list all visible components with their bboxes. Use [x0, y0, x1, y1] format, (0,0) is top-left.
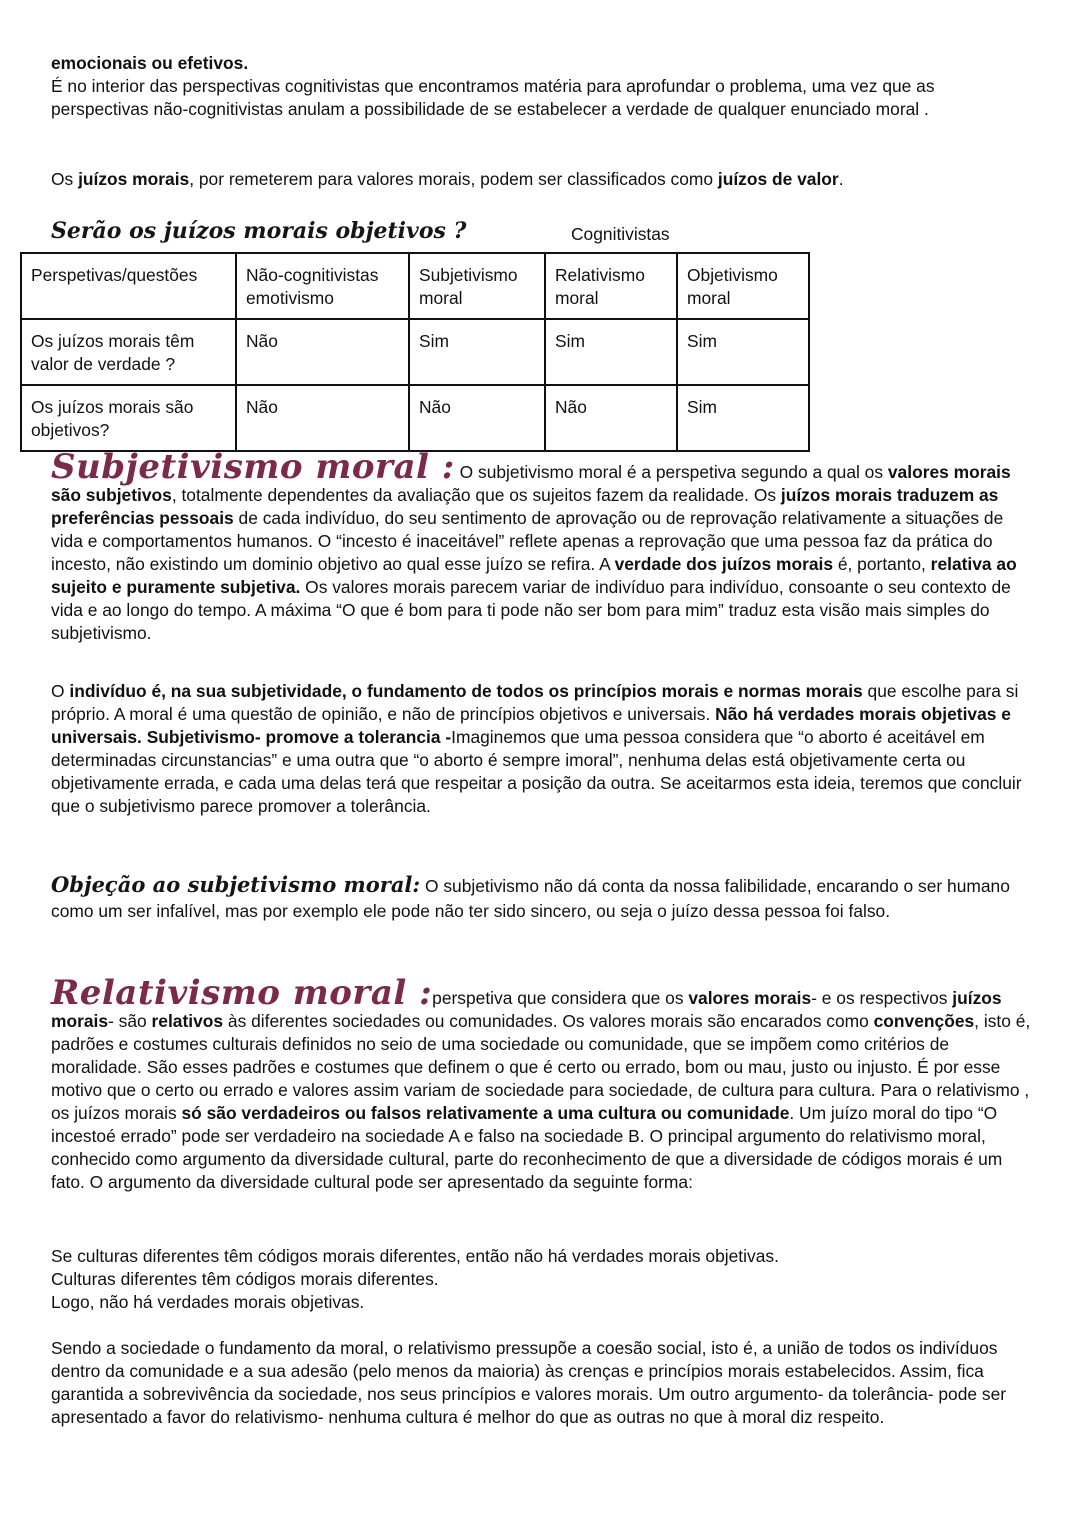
juizos-valor-paragraph: [51, 168, 1036, 191]
bold-run: só são verdadeiros ou falsos relativamente a uma cultura ou comunidade: [181, 1103, 790, 1123]
objecao-heading: Objeção ao subjetivismo moral:: [51, 872, 421, 897]
table-cell: Sim: [677, 385, 809, 451]
text-run: - e os respectivos: [811, 988, 953, 1008]
text-run: Imaginemos que uma pessoa considera que “o aborto é aceitável em determinadas circunstancias” e uma outra que “o aborto é sempre imoral”, nenhuma delas está objetivamente certa ou objetivamente errada, e cada uma delas terá que respeitar a posição da outra. Se aceitarmos esta ideia, teremos que concluir que o subjetivismo parece promover a tolerância.: [51, 727, 1022, 816]
table-header-cell: Relativismo moral: [545, 253, 677, 319]
table-header-cell: Perspetivas/questões: [21, 253, 236, 319]
relativismo-paragraph-2: Sendo a sociedade o fundamento da moral, o relativismo pressupõe a coesão social, isto é, a união de todos os indivíduos dentro da comunidade e a sua adesão (pelo menos da maioria) às crenças e princípios morais estabelecidos. Assim, fica garantida a sobrevivência da sociedade, nos seus princípios e valores morais. Um outro argumento- da tolerância- pode ser apresentado a favor do relativismo- nenhuma cultura é melhor do que as outras no que à moral diz respeito.: [51, 1338, 1007, 1427]
comparison-table: [20, 252, 810, 452]
intro-bold-line: emocionais ou efetivos.: [51, 53, 249, 73]
text-run: de cada indivíduo, do seu sentimento de aprovação ou de reprovação relativamente a situações de vida e comportamentos humanos. O “incesto é inaceitável” reflete apenas a reprovação que uma pessoa faz da prática do incesto, não existindo um dominio objetivo ao qual esse juízo se refira. A: [51, 508, 1004, 574]
table-header-cell: Não-cognitivistas emotivismo: [236, 253, 409, 319]
bold-run: convenções: [873, 1011, 975, 1031]
text-run: O: [51, 681, 70, 701]
text-run: O subjetivismo moral é a perspetiva segundo a qual os: [454, 462, 888, 482]
table-cell: Não: [545, 385, 677, 451]
table-cell: Os juízos morais têm valor de verdade ?: [21, 319, 236, 385]
text-run: perspetiva que considera que os: [432, 988, 689, 1008]
argument-premise-2: Culturas diferentes têm códigos morais diferentes.: [51, 1269, 439, 1289]
table-section-heading: Serão os juízos morais objetivos ?: [51, 218, 467, 244]
cognitivistas-label: Cognitivistas: [571, 224, 670, 244]
text-run: Os valores morais parecem variar de indivíduo para indivíduo, consoante o seu contexto de vida e ao longo do tempo. A máxima “O que é bom para ti pode não ser bom para mim” traduz esta visão mais simples do subjetivismo.: [51, 577, 1011, 643]
table-header-cell: Subjetivismo moral: [409, 253, 545, 319]
bold-run: relativa ao sujeito e puramente subjetiva.: [51, 554, 1017, 597]
text-run: que escolhe para si próprio. A moral é uma questão de opinião, e não de princípios objetivos e universais.: [51, 681, 1019, 724]
argument-conclusion: Logo, não há verdades morais objetivas.: [51, 1292, 365, 1312]
table-row: [21, 385, 809, 451]
text-run: . Um juízo moral do tipo “O incestoé errado” pode ser verdadeiro na sociedade A e falso na sociedade B. O principal argumento do relativismo moral, conhecido como argumento da diversidade cultural, parte do reconhecimento de que a diversidade de códigos morais é um fato. O argumento da diversidade cultural pode ser apresentado da seguinte forma:: [51, 1103, 1003, 1192]
text-run: .: [838, 169, 844, 189]
table-cell: Sim: [677, 319, 809, 385]
objecao-paragraph: [51, 872, 1036, 924]
table-header-row: [21, 253, 809, 319]
table-header-cell: Objetivismo moral: [677, 253, 809, 319]
bold-run: relativos: [151, 1011, 224, 1031]
text-run: - são: [108, 1011, 152, 1031]
bold-run: valores morais: [688, 988, 812, 1008]
table-cell: Os juízos morais são objetivos?: [21, 385, 236, 451]
bold-run: verdade dos juízos morais: [614, 554, 834, 574]
table-row: [21, 319, 809, 385]
intro-paragraph: É no interior das perspectivas cognitivistas que encontramos matéria para aprofundar o problema, uma vez que as perspectivas não-cognitivistas anulam a possibilidade de se estabelecer a verdade de qualquer enunciado moral .: [51, 76, 935, 119]
table-cell: Sim: [545, 319, 677, 385]
text-run: O subjetivismo não dá conta da nossa falibilidade, encarando o ser humano como um ser infalível, mas por exemplo ele pode não ter sido sincero, ou seja o juízo dessa pessoa foi falso.: [51, 876, 1010, 921]
subjetivismo-heading: Subjetivismo moral :: [51, 447, 455, 487]
subjetivismo-paragraph-1: [51, 447, 1036, 645]
bold-run: juízos morais: [78, 169, 190, 189]
text-run: , isto é, padrões e costumes culturais definidos no seio de uma sociedade ou comunidade, que se impõem como critérios de moralidade. São esses padrões e costumes que definem o que é certo ou errado, bom ou mau, justo ou injusto. É por esse motivo que o certo ou errado e valores assim variam de sociedade para sociedade, de cultura para cultura. Para o relativismo , os juízos morais: [51, 1011, 1031, 1123]
text-run: é, portanto,: [833, 554, 931, 574]
bold-run: juízos morais traduzem as preferências pessoais: [51, 485, 999, 528]
text-run: , por remeterem para valores morais, podem ser classificados como: [189, 169, 718, 189]
table-cell: Sim: [409, 319, 545, 385]
text-run: , totalmente dependentes da avaliação que os sujeitos fazem da realidade. Os: [171, 485, 781, 505]
table-cell: Não: [409, 385, 545, 451]
text-run: Os: [51, 169, 79, 189]
subjetivismo-paragraph-2: [51, 680, 1036, 818]
argument-premise-1: Se culturas diferentes têm códigos morais diferentes, então não há verdades morais objetivas.: [51, 1246, 779, 1266]
relativismo-heading: Relativismo moral :: [51, 973, 433, 1013]
bold-run: indivíduo é, na sua subjetividade, o fundamento de todos os princípios morais e normas morais: [69, 681, 863, 701]
relativismo-paragraph-1: [51, 973, 1036, 1194]
bold-run: valores morais são subjetivos: [51, 462, 1011, 505]
table-cell: Não: [236, 385, 409, 451]
bold-run: juízos morais: [51, 988, 1002, 1031]
table-cell: Não: [236, 319, 409, 385]
text-run: às diferentes sociedades ou comunidades. Os valores morais são encarados como: [223, 1011, 874, 1031]
bold-run: Não há verdades morais objetivas e universais. Subjetivismo- promove a tolerancia -: [51, 704, 1011, 747]
bold-run: juízos de valor: [717, 169, 839, 189]
